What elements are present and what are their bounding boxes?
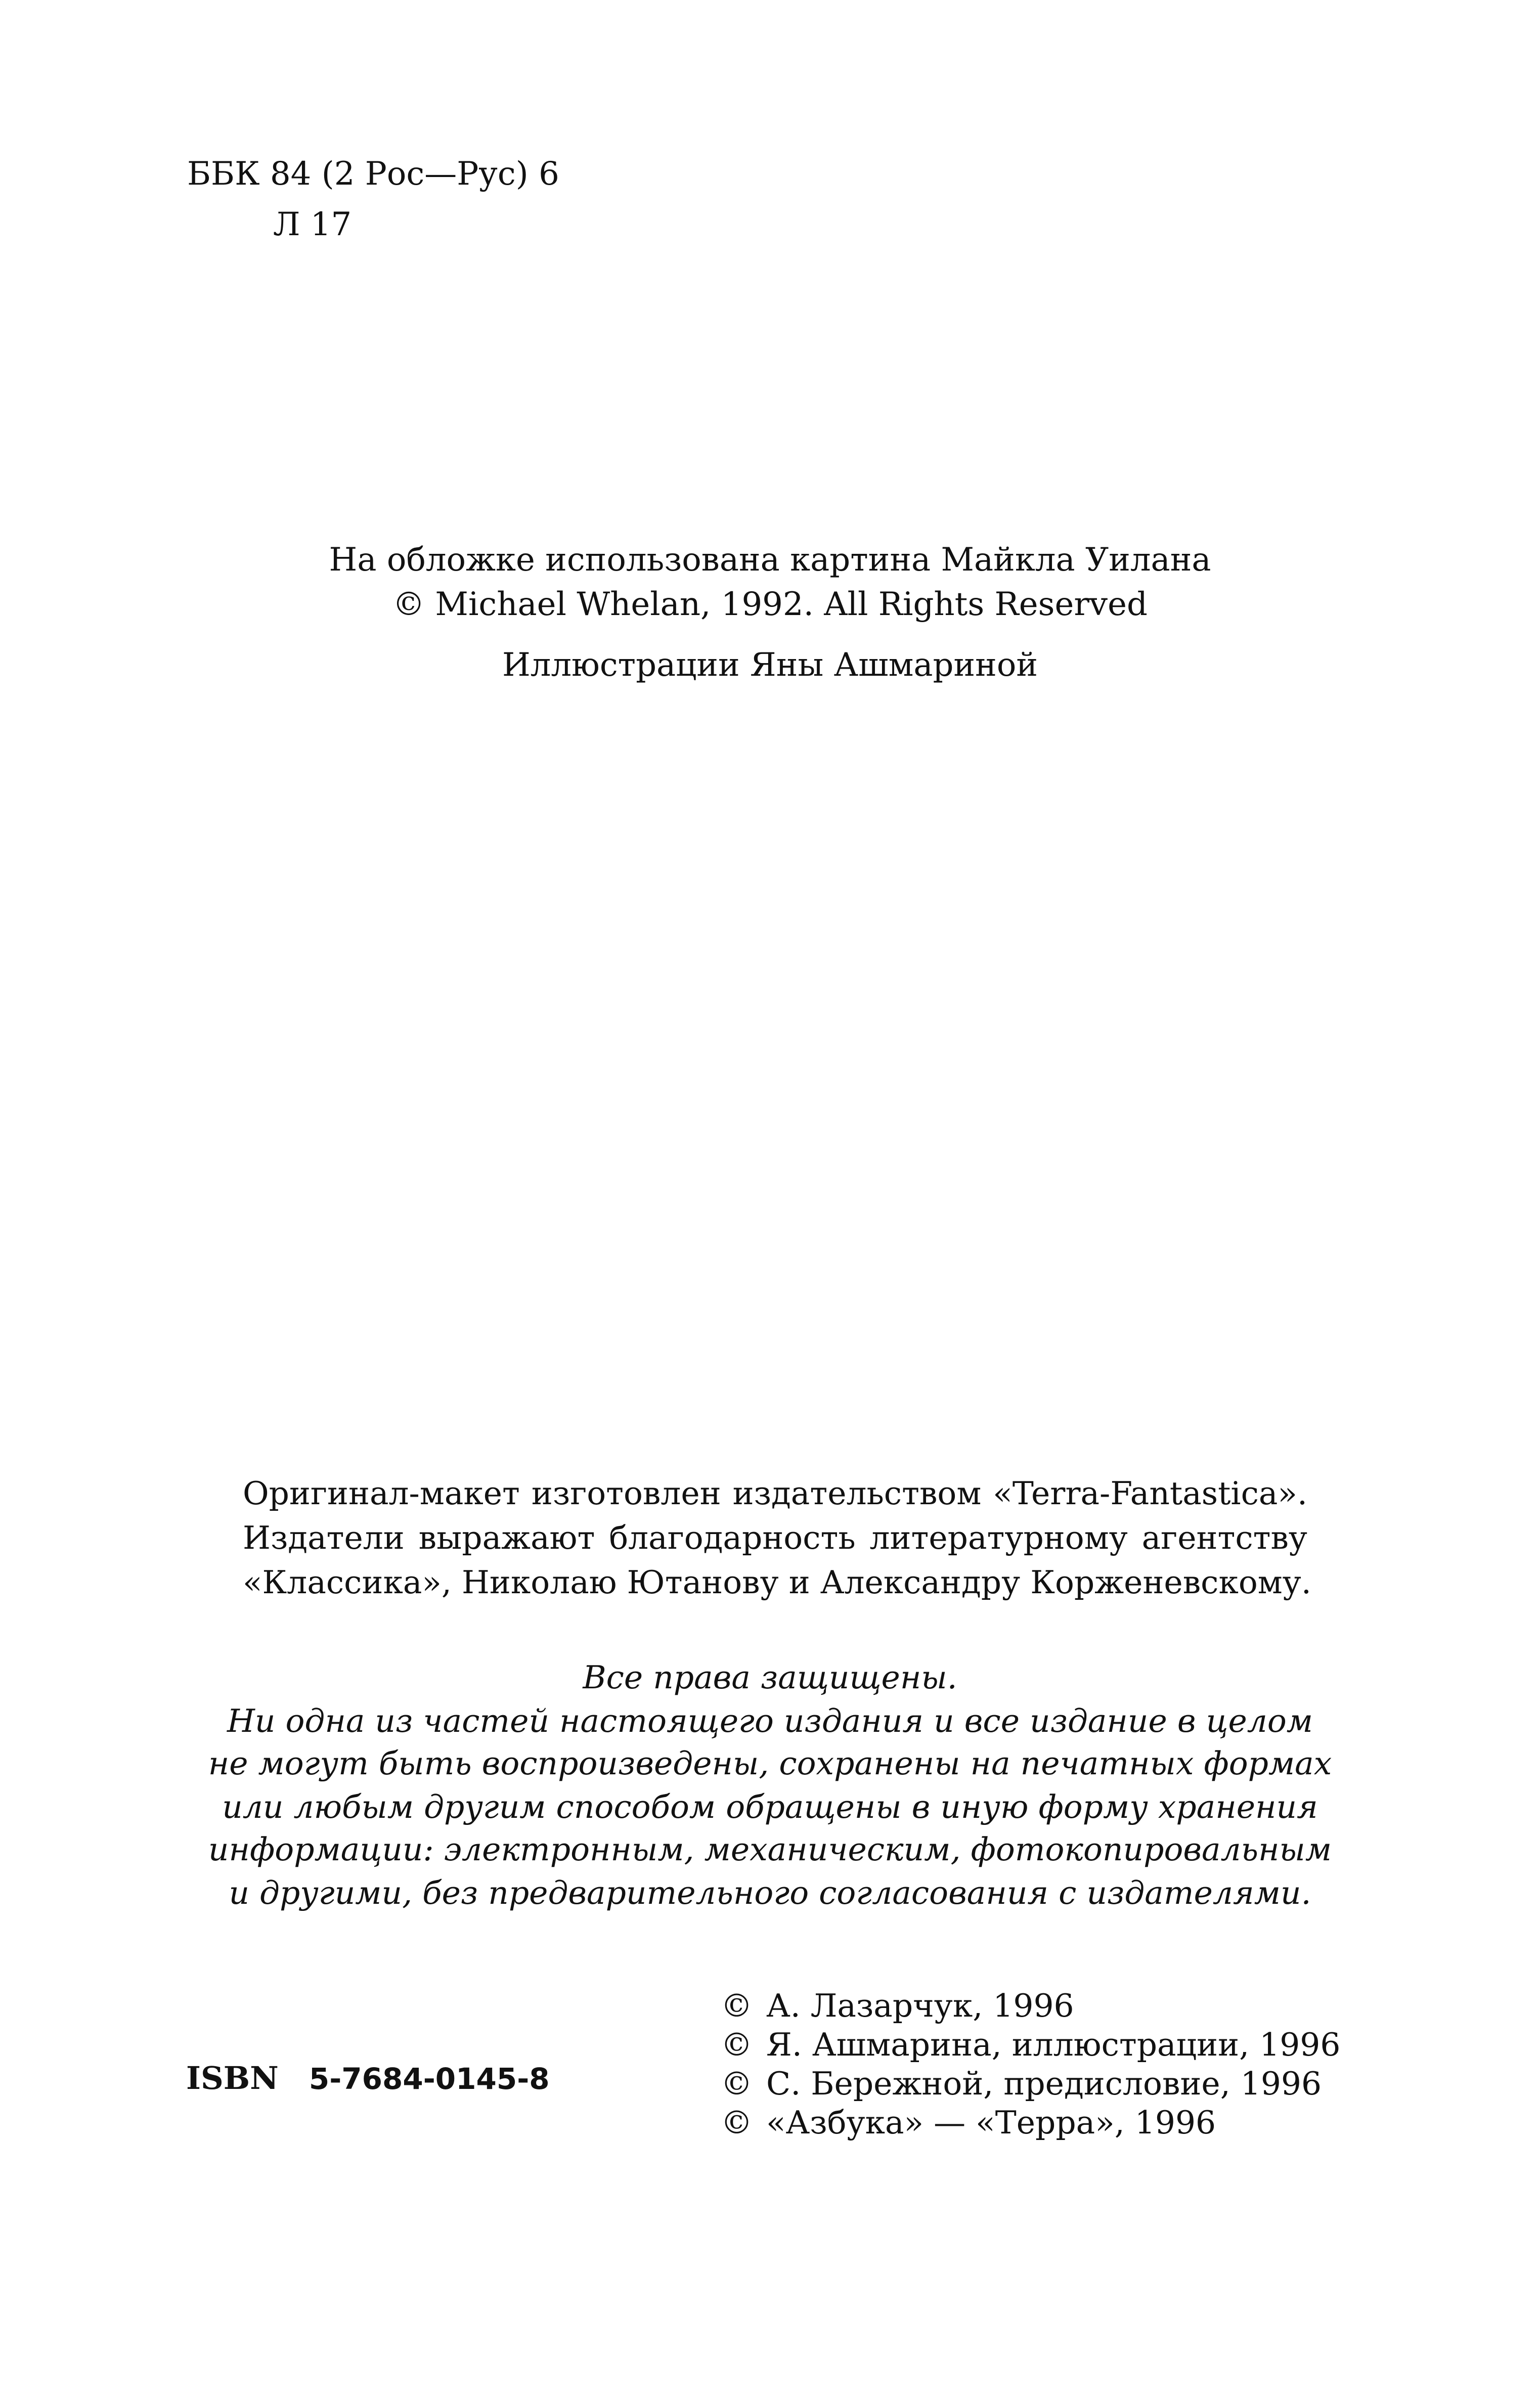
copyright-entry (721, 2026, 1341, 2063)
copyright-text: С. Бережной, предисловие, 1996 (766, 2065, 1322, 2102)
cover-copyright-line: © Michael Whelan, 1992. All Rights Reserved (392, 586, 1148, 623)
copyright-entry (721, 2065, 1322, 2102)
layout-credit-line: «Классика», Николаю Ютанову и Александру Корженевскому. (243, 1564, 1311, 1601)
copyright-text: А. Лазарчук, 1996 (766, 1987, 1074, 2024)
illustrations-credit: Иллюстрации Яны Ашмариной (502, 646, 1038, 684)
copyright-text: «Азбука» — «Терра», 1996 (766, 2104, 1216, 2141)
isbn (186, 2060, 550, 2097)
copyright-sign: © (721, 2104, 753, 2141)
copyright-text: Я. Ашмарина, иллюстрации, 1996 (766, 2026, 1341, 2063)
copyright-entry (721, 2104, 1216, 2141)
rights-text-line: информации: электронным, механическим, фотокопировальным (208, 1831, 1332, 1868)
copyright-sign: © (721, 2026, 753, 2063)
copyright-sign: © (721, 2065, 753, 2102)
bbk-code: ББК 84 (2 Рос—Рус) 6 (187, 155, 559, 193)
rights-heading: Все права защищены. (583, 1659, 957, 1696)
layout-credit-line: Оригинал-макет изготовлен издательством «Terra-Fantastica». (243, 1475, 1307, 1512)
rights-text-line: и другими, без предварительного согласования с издателями. (229, 1874, 1311, 1911)
isbn-number: 5-7684-0145-8 (309, 2062, 550, 2096)
author-mark: Л 17 (273, 206, 352, 243)
rights-text-line: не могут быть воспроизведены, сохранены на печатных формах (208, 1745, 1332, 1782)
isbn-label: ISBN (186, 2060, 279, 2097)
rights-text-line: Ни одна из частей настоящего издания и все издание в целом (227, 1702, 1313, 1739)
cover-credit-line: На обложке использована картина Майкла Уилана (329, 541, 1211, 579)
copyright-sign: © (721, 1987, 753, 2024)
layout-credit-line: Издатели выражают благодарность литературному агентству (243, 1519, 1307, 1556)
copyright-entry (721, 1987, 1074, 2024)
rights-text-line: или любым другим способом обращены в иную форму хранения (222, 1788, 1318, 1825)
